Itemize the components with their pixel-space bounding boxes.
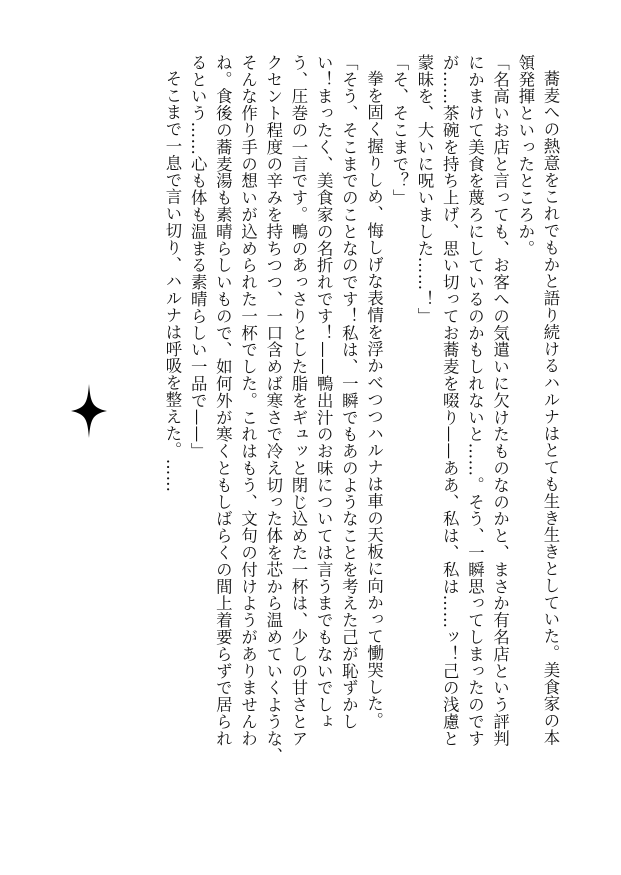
text-line: 拳を固く握りしめ、悔しげな表情を浮かべつつハルナは車の天板に向かって慟哭した。 <box>364 70 384 730</box>
text-line: 「名高いお店と言っても、お客への気遣いに欠けたものなのかと、まさか有名店という評判 <box>490 54 510 747</box>
text-line: にかまけて美食を蔑ろにしているのかもしれないと……。そう、一瞬思ってしまったのです <box>465 54 485 747</box>
vertical-text-body <box>53 54 563 850</box>
text-line: 「そう、そこまでのことなのです！私は、一瞬でもあのようなことを考えた己が恥ずかし <box>339 54 359 730</box>
text-line: 「そ、そこまで？」 <box>389 54 409 207</box>
text-line: そこまで一息で言い切り、ハルナは呼吸を整えた。…… <box>162 70 182 493</box>
text-line: 蒙昧を、大いに呪いました……！」 <box>414 54 434 325</box>
four-pointed-star-icon <box>71 384 107 438</box>
text-line: ね。食後の蕎麦湯も素晴らしいもので、如何外が寒くともしばらくの間上着要らずで居られ <box>213 54 233 747</box>
text-line: そんな作り手の想いが込められた一杯でした。これはもう、文句の付けようがありませんわ <box>238 54 258 747</box>
text-line: 蕎麦への熱意をこれでもかと語り続けるハルナはとても生き生きとしていた。美食家の本 <box>541 70 560 747</box>
text-line: が……茶碗を持ち上げ、思い切ってお蕎麦を啜り——ああ、私は、私は……ッ！己の浅慮と <box>440 54 460 747</box>
text-line: い！まったく、美食家の名折れです！——鴨出汁のお味については言うまでもないでしょ <box>314 54 334 730</box>
text-line: う、圧巻の一言です。鴨のあっさりとした脂をギュッと閉じ込めた一杯は、少しの甘さとア <box>288 54 308 747</box>
text-line: るという……心も体も温まる素晴らしい一品で——」 <box>188 54 208 460</box>
text-line: クセント程度の辛みを持ちつつ、一口含めば寒さで冷え切った体を芯から温めていくような、 <box>263 54 283 764</box>
text-line: 領発揮といったところか。 <box>515 54 535 257</box>
